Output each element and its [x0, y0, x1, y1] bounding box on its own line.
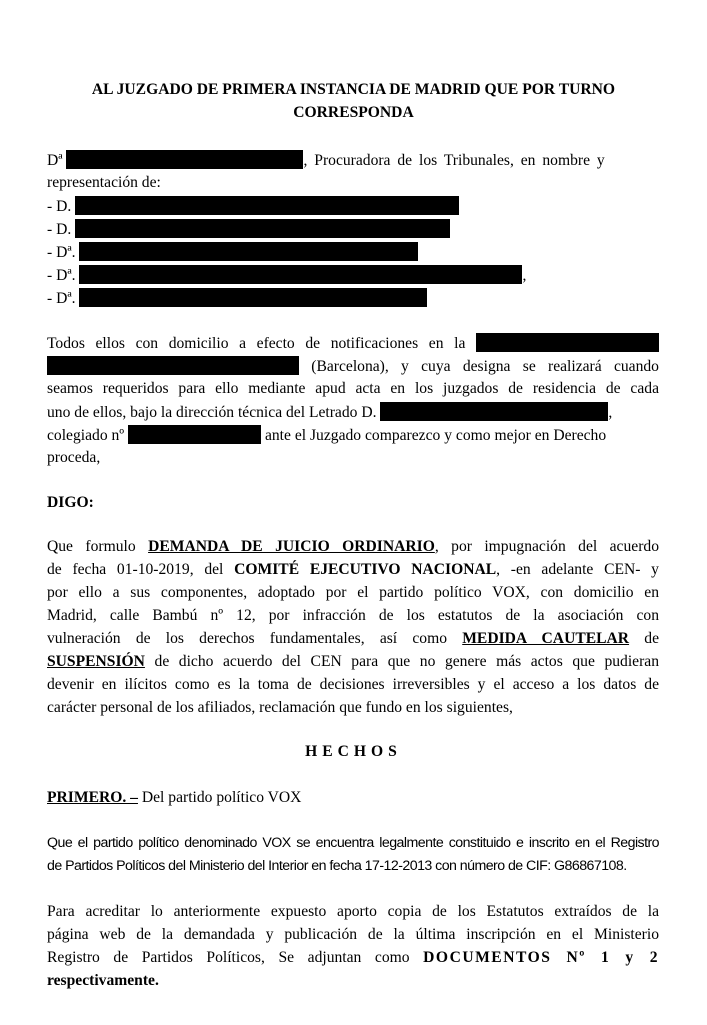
demanda-text: Que formulo [47, 538, 136, 555]
primero-p2-line-2: página web de la demandada y publicación de la última inscripción en el Ministerio [47, 926, 659, 943]
intro-role: , Procuradora de los Tribunales, en nombre y [303, 152, 605, 169]
primero-p2-line-1: Para acreditar lo anteriormente expuesto aporto copia de los Estatutos extraídos de la [47, 903, 659, 920]
demanda-line-5 [47, 629, 659, 649]
intro-line-2: representación de: [47, 174, 161, 191]
domicilio-text: colegiado nº [47, 427, 125, 444]
client-item [47, 242, 659, 263]
client-item [47, 219, 659, 240]
client-label: - Dª. [47, 267, 76, 284]
hechos-heading: HECHOS [305, 743, 402, 760]
domicilio-line-6: proceda, [47, 449, 101, 466]
intro-prefix: Dª [47, 152, 63, 169]
redaction-block [476, 333, 659, 352]
primero-p2-line-3 [47, 948, 659, 968]
demanda-emphasis: COMITÉ EJECUTIVO NACIONAL [234, 561, 497, 578]
court-header-line-1: AL JUZGADO DE PRIMERA INSTANCIA DE MADRID QUE POR TURNO [91, 81, 616, 98]
client-item [47, 265, 659, 286]
primero-p1-line-2: de Partidos Políticos del Ministerio del Interior en fecha 17-12-2013 con número de CIF: G86867108. [47, 858, 627, 874]
demanda-line-8: carácter personal de los afiliados, reclamación que fundo en los siguientes, [47, 699, 513, 716]
demanda-emphasis: SUSPENSIÓN [47, 653, 145, 670]
documents-reference: DOCUMENTOS Nº 1 y 2 [423, 949, 660, 966]
redaction-block [47, 356, 299, 375]
domicilio-line-4 [47, 402, 659, 423]
domicilio-text: uno de ellos, bajo la dirección técnica del Letrado D. [47, 404, 377, 421]
demanda-line-2 [47, 560, 659, 580]
court-header-line-2: CORRESPONDA [293, 104, 414, 121]
primero-p2-line-4: respectivamente. [47, 972, 159, 989]
demanda-line-6 [47, 652, 659, 672]
demanda-text: , -en adelante CEN- y [496, 561, 659, 578]
intro-line-1 [47, 150, 659, 171]
demanda-text: de [644, 630, 659, 647]
primero-title: Del partido político VOX [141, 789, 302, 806]
client-item [47, 288, 659, 309]
demanda-text: , por impugnación del acuerdo [434, 538, 659, 555]
redaction-block [79, 242, 418, 261]
domicilio-comma: , [608, 404, 613, 421]
digo-heading: DIGO: [47, 494, 94, 511]
demanda-line-1 [47, 537, 659, 557]
redaction-block [66, 150, 303, 169]
primero-label: PRIMERO. – [47, 789, 138, 806]
demanda-text: vulneración de los derechos fundamentales, así como [47, 630, 447, 647]
domicilio-text: (Barcelona), y cuya designa se realizará cuando [311, 358, 659, 375]
demanda-emphasis: MEDIDA CAUTELAR [462, 630, 630, 647]
demanda-text: de fecha 01-10-2019, del [47, 561, 224, 578]
primero-heading [47, 788, 659, 808]
primero-p1-line-1: Que el partido político denominado VOX se encuentra legalmente constituido e inscrito en el Registro [47, 835, 659, 851]
client-label: - D. [47, 198, 72, 215]
client-comma: , [522, 267, 527, 284]
redaction-block [128, 425, 261, 444]
demanda-line-4: Madrid, calle Bambú nº 12, por infracción de los estatutos de la asociación con [47, 607, 659, 624]
redaction-block [380, 402, 608, 421]
demanda-line-3: por ello a sus componentes, adoptado por el partido político VOX, con domicilio en [47, 584, 659, 601]
client-label: - Dª. [47, 244, 76, 261]
client-label: - D. [47, 221, 72, 238]
demanda-line-7: devenir en ilícitos como es la toma de decisiones irreversibles y el acceso a los datos de [47, 676, 659, 693]
redaction-block [79, 288, 427, 307]
redaction-block [79, 265, 522, 284]
domicilio-line-1 [47, 333, 659, 354]
redaction-block [75, 196, 459, 215]
domicilio-text: Todos ellos con domicilio a efecto de notificaciones en la [47, 335, 466, 352]
domicilio-line-2 [47, 356, 659, 377]
domicilio-line-5 [47, 425, 659, 446]
domicilio-line-3: seamos requeridos para ello mediante apud acta en los juzgados de residencia de cada [47, 380, 659, 397]
demanda-emphasis: DEMANDA DE JUICIO ORDINARIO [148, 538, 435, 555]
client-label: - Dª. [47, 290, 76, 307]
primero-text: Registro de Partidos Políticos, Se adjuntan como [47, 949, 410, 966]
client-item [47, 196, 659, 217]
demanda-text: de dicho acuerdo del CEN para que no genere más actos que pudieran [154, 653, 659, 670]
redaction-block [75, 219, 450, 238]
domicilio-text: ante el Juzgado comparezco y como mejor en Derecho [264, 427, 607, 444]
